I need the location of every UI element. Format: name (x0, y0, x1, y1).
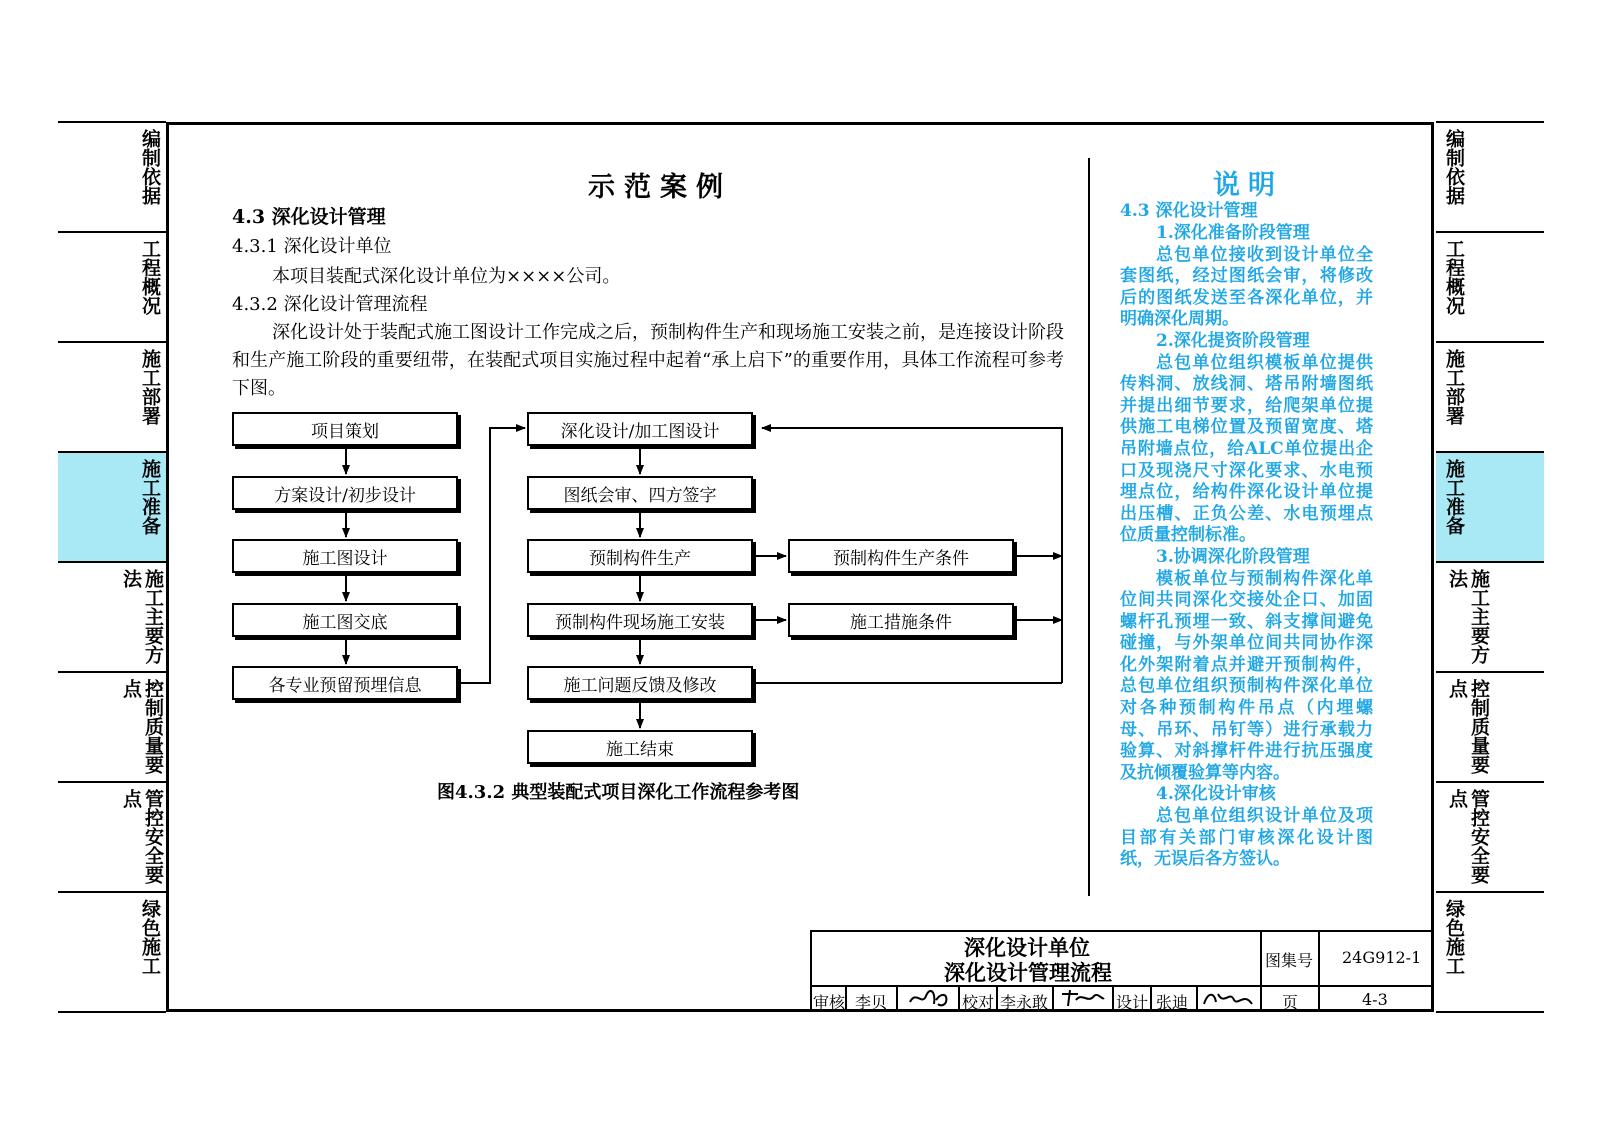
title-block-divider (1260, 930, 1262, 1012)
flow-left-3: 施工图交底 (232, 603, 458, 637)
notes-title: 说明 (1213, 170, 1283, 201)
tab-left-5[interactable] (58, 671, 166, 781)
tab-right-2[interactable] (1436, 341, 1544, 451)
tab-left-7[interactable] (58, 891, 166, 1013)
subsection-1-text: 本项目装配式深化设计单位为××××公司。 (272, 266, 621, 287)
flow-left-1: 方案设计/初步设计 (232, 476, 458, 510)
tab-right-0[interactable] (1436, 121, 1544, 231)
flow-center-1: 图纸会审、四方签字 (527, 476, 753, 510)
flow-center-4: 施工问题反馈及修改 (527, 666, 753, 700)
flow-left-0: 项目策划 (232, 412, 458, 446)
tab-label: 控制质量要点 (1446, 679, 1490, 774)
note-item-2-head: 2.深化提资阶段管理 (1156, 330, 1310, 351)
flow-center-0: 深化设计/加工图设计 (527, 412, 753, 446)
tab-label: 管控安全要点 (1446, 789, 1490, 884)
flow-center-2: 预制构件生产 (527, 539, 753, 573)
tab-label: 绿色施工 (139, 899, 161, 975)
atlas-label: 图集号 (1265, 951, 1314, 970)
right-tabs (1436, 121, 1544, 1013)
note-item-4-text: 总包单位组织设计单位及项目部有关部门审核深化设计图纸，无误后各方签认。 (1120, 806, 1373, 870)
title-block-divider (1052, 985, 1054, 1012)
figure-caption: 图4.3.2 典型装配式项目深化工作流程参考图 (437, 782, 800, 803)
tab-left-3[interactable] (58, 451, 166, 561)
designer-name: 张迪 (1156, 993, 1189, 1012)
atlas-number: 24G912-1 (1342, 948, 1422, 967)
tab-label: 施工主要方法 (1446, 569, 1490, 664)
title-block-divider (896, 985, 898, 1012)
subsection-2-heading: 4.3.2 深化设计管理流程 (232, 294, 428, 315)
drawing-title-line2: 深化设计管理流程 (944, 962, 1112, 985)
checker-name: 李永敢 (1000, 993, 1049, 1012)
tab-label: 施工准备 (1443, 459, 1465, 535)
title-block-divider (996, 985, 998, 1012)
notes-body (1120, 223, 1373, 871)
tab-right-6[interactable] (1436, 781, 1544, 891)
check-label: 校对 (962, 993, 995, 1012)
left-tabs (58, 121, 166, 1013)
note-item-1-text: 总包单位接收到设计单位全套图纸，经过图纸会审，将修改后的图纸发送至各深化单位，并明确深化周期。 (1120, 244, 1373, 330)
tab-left-2[interactable] (58, 341, 166, 451)
tab-label: 编制依据 (1443, 129, 1465, 205)
tab-right-5[interactable] (1436, 671, 1544, 781)
tab-label: 控制质量要点 (120, 679, 164, 774)
tab-right-7[interactable] (1436, 891, 1544, 1013)
design-label: 设计 (1116, 993, 1149, 1012)
section-heading: 4.3 深化设计管理 (232, 206, 386, 228)
subsection-2-text: 深化设计处于装配式施工图设计工作完成之后，预制构件生产和现场施工安装之前，是连接设计阶段和生产施工阶段的重要纽带，在装配式项目实施过程中起着“承上启下”的重要作用，具体工作流程可参考下图。 (232, 322, 1064, 399)
flow-left-4: 各专业预留预埋信息 (232, 666, 458, 700)
reviewer-name: 李贝 (855, 993, 888, 1012)
tab-right-1[interactable] (1436, 231, 1544, 341)
title-block-divider (1112, 985, 1114, 1012)
tab-label: 工程概况 (139, 239, 161, 315)
notes-heading: 4.3 深化设计管理 (1120, 201, 1258, 221)
page-label: 页 (1282, 993, 1299, 1012)
tab-label: 绿色施工 (1443, 899, 1465, 975)
tab-label: 施工准备 (139, 459, 161, 535)
tab-label: 工程概况 (1443, 239, 1465, 315)
reviewer-signature (906, 986, 954, 1010)
subsection-1-heading: 4.3.1 深化设计单位 (232, 236, 392, 257)
tab-label: 管控安全要点 (120, 789, 164, 884)
note-item-2-text: 总包单位组织模板单位提供传料洞、放线洞、塔吊附墙图纸并提出细节要求，给爬架单位提供施工电梯位置及预留宽度、塔吊附墙点位，给ALC单位提出企口及现浇尺寸深化要求、水电预埋点位，给构件深化设计单位提出压槽、正负公差、水电预埋点位质量控制标准。 (1120, 352, 1373, 546)
title-block-divider (1196, 985, 1198, 1012)
column-divider (1088, 158, 1090, 896)
tab-label: 施工部署 (1443, 349, 1465, 425)
flow-left-2: 施工图设计 (232, 539, 458, 573)
flow-right-1: 施工措施条件 (788, 603, 1014, 637)
page-number: 4-3 (1362, 990, 1388, 1009)
review-label: 审核 (813, 993, 846, 1012)
flow-right-0: 预制构件生产条件 (788, 539, 1014, 573)
note-item-3-text: 模板单位与预制构件深化单位间共同深化交接处企口、加固螺杆孔预埋一致、斜支撑间避免碰撞，与外架单位间共同协作深化外架附着点并避开预制构件，总包单位组织预制构件深化单位对各种预制构件吊点（内埋螺母、吊环、吊钉等）进行承载力验算、对斜撑杆件进行抗压强度及抗倾覆验算等内容。 (1120, 568, 1373, 783)
tab-right-4[interactable] (1436, 561, 1544, 671)
tab-label: 施工部署 (139, 349, 161, 425)
tab-left-4[interactable] (58, 561, 166, 671)
page-title: 示范案例 (588, 172, 732, 203)
note-item-1-head: 1.深化准备阶段管理 (1156, 223, 1310, 243)
tab-right-3[interactable] (1436, 451, 1544, 561)
tab-left-1[interactable] (58, 231, 166, 341)
drawing-title-line1: 深化设计单位 (964, 937, 1090, 960)
tab-left-0[interactable] (58, 121, 166, 231)
title-block-divider (845, 985, 847, 1012)
title-block-divider (958, 985, 960, 1012)
title-block-divider (810, 985, 1434, 987)
tab-label: 编制依据 (139, 129, 161, 205)
flow-center-3: 预制构件现场施工安装 (527, 603, 753, 637)
designer-signature (1200, 986, 1256, 1010)
title-block-divider (1150, 985, 1152, 1012)
flow-center-5: 施工结束 (527, 730, 753, 764)
tab-label: 施工主要方法 (120, 569, 164, 664)
checker-signature (1058, 986, 1108, 1010)
note-item-3-head: 3.协调深化阶段管理 (1156, 546, 1310, 567)
tab-left-6[interactable] (58, 781, 166, 891)
note-item-4-head: 4.深化设计审核 (1156, 784, 1276, 805)
title-block-divider (1318, 930, 1320, 1012)
